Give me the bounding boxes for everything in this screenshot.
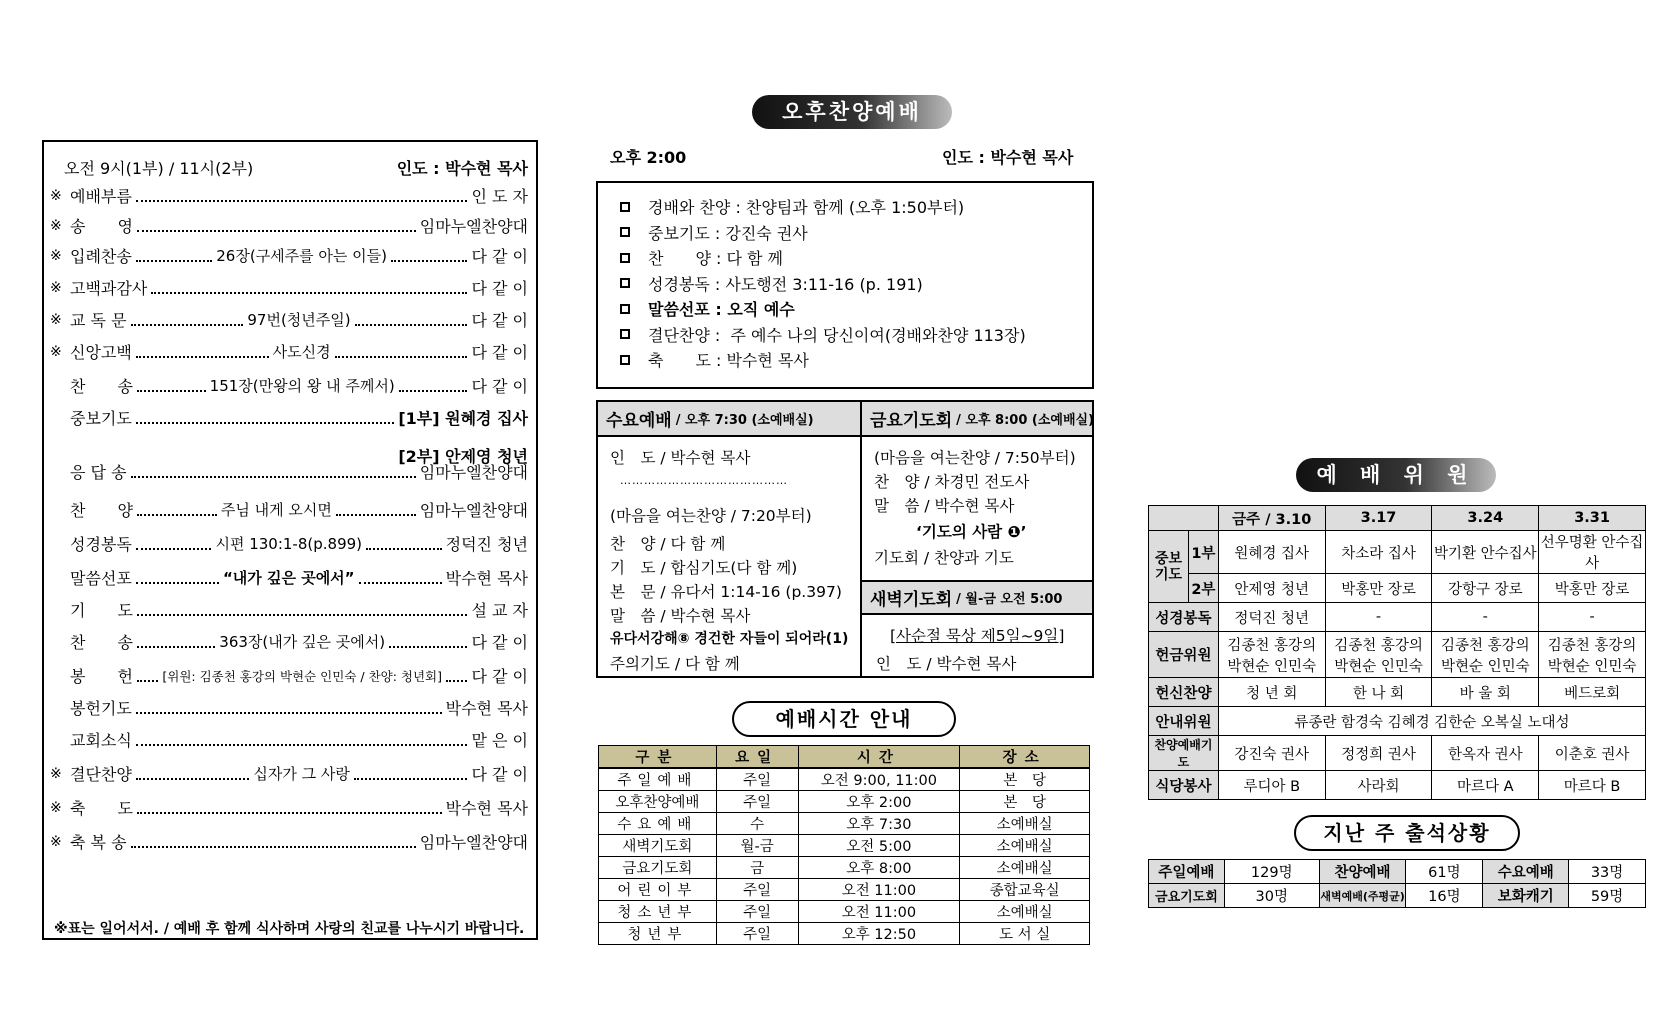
checkbox-square-icon [620, 355, 630, 365]
leader-dots [131, 846, 416, 848]
schedule-cell: 주일 [716, 901, 798, 923]
schedule-cell: 소예배실 [960, 813, 1090, 835]
schedule-header-time: 시간 [798, 746, 960, 769]
leader-dots [137, 614, 468, 616]
standing-mark: ※ [50, 343, 62, 360]
schedule-header-place: 장소 [960, 746, 1090, 769]
friday-line: 찬 양 / 차경민 전도사 [874, 473, 1030, 491]
leader-dots [131, 476, 416, 478]
leader-dots [136, 260, 212, 262]
service-order-row [50, 214, 528, 237]
standing-mark: ※ [50, 217, 62, 234]
order-label: 축 도 [70, 799, 133, 818]
column-divider [860, 402, 862, 676]
leader-dots [136, 712, 442, 714]
offering-name: 김종천 홍강의 [1334, 637, 1423, 654]
schedule-cell: 소예배실 [960, 857, 1090, 879]
dawn-title: 새벽기도회 [870, 590, 953, 610]
schedule-cell: 오후 8:00 [798, 857, 960, 879]
committee-cell: 한옥자 권사 [1432, 736, 1539, 771]
order-person: 다 같 이 [471, 343, 528, 362]
service-order-row [50, 498, 528, 521]
order-label: 입례찬송 [70, 247, 132, 266]
order-detail: 십자가 그 사랑 [253, 765, 350, 783]
order-person: 설 교 자 [471, 601, 528, 620]
schedule-cell: 도 서 실 [960, 923, 1090, 945]
schedule-cell: 오전 11:00 [798, 901, 960, 923]
attendance-label: 새벽예배(주평균) [1319, 884, 1406, 908]
friday-line: (마음을 여는찬양 / 7:50부터) [874, 449, 1076, 467]
order-person: 다 같 이 [471, 279, 528, 298]
leader-dots [136, 778, 250, 780]
order-person: 인 도 자 [471, 187, 528, 206]
leader-dots [136, 548, 212, 550]
part1-label: 1부 [1188, 531, 1218, 574]
order-person: 다 같 이 [471, 377, 528, 396]
afternoon-order-item [620, 272, 923, 295]
service-order-row [50, 630, 528, 653]
afternoon-order-text: 찬 양 : 다 함 께 [648, 249, 784, 268]
service-order-row [50, 532, 528, 555]
committee-cell: 바 울 회 [1432, 678, 1539, 707]
attendance-label: 보화캐기 [1483, 884, 1569, 908]
reading-label: 성경봉독 [1149, 603, 1219, 632]
order-person: 맡 은 이 [471, 731, 528, 750]
committee-cell: 정정희 권사 [1325, 736, 1432, 771]
leader-dots [359, 582, 442, 584]
order-label: 고백과감사 [70, 279, 148, 298]
order-person: 다 같 이 [471, 765, 529, 784]
committee-week-header: 3.31 [1539, 506, 1646, 531]
leader-dots [391, 260, 467, 262]
service-order-row [50, 340, 528, 363]
leader-dots [136, 744, 468, 746]
committee-cell: 차소라 집사 [1325, 531, 1432, 574]
leader-dots [136, 582, 219, 584]
leader-dots [137, 514, 217, 516]
committee-cell: 원혜경 집사 [1218, 531, 1325, 574]
friday-line: 기도회 / 찬양과 기도 [874, 549, 1014, 567]
order-detail: 사도신경 [272, 343, 331, 361]
order-detail: 151장(만왕의 왕 내 주께서) [209, 377, 395, 395]
order-person: 임마누엘찬양대 [419, 217, 528, 236]
offering-name: 박현순 인민숙 [1440, 658, 1530, 675]
order-label: 교회소식 [70, 731, 132, 750]
schedule-cell: 오후찬양예배 [599, 791, 717, 813]
committee-cell: 루디아 B [1218, 771, 1325, 800]
wednesday-line: 기 도 / 합심기도(다 함 께) [610, 559, 798, 577]
kitchen-label: 식당봉사 [1149, 771, 1219, 800]
dawn-time: / 월-금 오전 5:00 [956, 592, 1063, 607]
service-order-row [50, 796, 528, 819]
leader-dots [137, 390, 206, 392]
service-order-row [50, 374, 528, 397]
committee-cell [1432, 632, 1539, 678]
afternoon-order-item [620, 348, 809, 371]
attendance-count: 30명 [1224, 884, 1319, 908]
wednesday-line: 본 문 / 유다서 1:14-16 (p.397) [610, 583, 842, 601]
offering-name: 김종천 홍강의 [1547, 637, 1637, 654]
standing-mark: ※ [50, 279, 62, 296]
schedule-cell: 청소년부 [599, 901, 717, 923]
order-label: 교 독 문 [70, 311, 127, 330]
dawn-leader: 인 도 / 박수현 목사 [876, 655, 1017, 673]
order-detail: [위원: 김종천 홍강의 박현순 인민숙 / 찬양: 청년회] [162, 668, 443, 684]
order-label: 축 복 송 [70, 833, 127, 852]
usher-label: 안내위원 [1149, 707, 1219, 736]
order-label: 봉헌기도 [70, 699, 132, 718]
wednesday-line: (마음을 여는찬양 / 7:20부터) [610, 507, 812, 525]
service-order-row [50, 566, 528, 589]
leader-dots [137, 646, 215, 648]
attendance-label: 찬양예배 [1319, 860, 1406, 884]
leader-dots [389, 646, 467, 648]
order-person: 박수현 목사 [445, 569, 529, 588]
schedule-cell: 오전 9:00, 11:00 [798, 768, 960, 791]
order-person: 임마누엘찬양대 [419, 501, 528, 520]
wednesday-line: 인 도 / 박수현 목사 [610, 449, 751, 467]
order-label: 기 도 [70, 601, 133, 620]
service-order-row [50, 696, 528, 719]
committee-cell: 한 나 회 [1325, 678, 1432, 707]
afternoon-order-item [620, 297, 795, 320]
committee-title: 예 배 위 원 [1296, 458, 1496, 492]
leader-dots [336, 514, 416, 516]
committee-cell [1539, 632, 1646, 678]
order-detail: 97번(청년주일) [247, 311, 351, 329]
leader-dots [131, 324, 244, 326]
leader-dots [151, 292, 467, 294]
main-service-leader: 인도 : 박수현 목사 [396, 159, 528, 178]
offering-label: 헌금위원 [1149, 632, 1219, 678]
schedule-cell: 금 [716, 857, 798, 879]
schedule-cell: 주일 [716, 879, 798, 901]
committee-cell: - [1432, 603, 1539, 632]
checkbox-square-icon [620, 202, 630, 212]
schedule-cell: 오후 12:50 [798, 923, 960, 945]
schedule-cell: 월-금 [716, 835, 798, 857]
committee-cell: 정덕진 청년 [1218, 603, 1325, 632]
attendance-label: 주일예배 [1149, 860, 1225, 884]
attendance-count: 33명 [1569, 860, 1646, 884]
standing-mark: ※ [50, 833, 62, 850]
committee-week-header: 금주 / 3.10 [1218, 506, 1325, 531]
order-person: 박수현 목사 [445, 699, 528, 718]
friday-line: ‘기도의 사람 ❶’ [916, 523, 1027, 541]
afternoon-order-text: 축 도 : 박수현 목사 [648, 351, 809, 370]
leader-dots [136, 422, 395, 424]
checkbox-square-icon [620, 278, 630, 288]
checkbox-square-icon [620, 227, 630, 237]
order-label: 찬 송 [70, 377, 133, 396]
afternoon-leader: 인도 : 박수현 목사 [942, 148, 1074, 167]
committee-table [1148, 505, 1646, 800]
service-order-row [50, 244, 528, 267]
friday-title: 금요기도회 [870, 411, 953, 431]
order-person: 박수현 목사 [445, 799, 528, 818]
schedule-cell: 본 당 [960, 791, 1090, 813]
attendance-label: 수요예배 [1483, 860, 1569, 884]
service-order-row [50, 184, 528, 207]
standing-mark: ※ [50, 247, 62, 264]
schedule-cell: 오전 11:00 [798, 879, 960, 901]
order-label: 찬 양 [70, 501, 133, 520]
order-label: 예배부름 [70, 187, 132, 206]
order-person: [1부] 원혜경 집사 [398, 409, 528, 428]
intercession-second: [2부] 안제영 청년 [398, 447, 528, 466]
attendance-title: 지난 주 출석상황 [1294, 815, 1520, 851]
leader-dots [136, 200, 468, 202]
schedule-cell: 오전 5:00 [798, 835, 960, 857]
footnote: ※표는 일어서서. / 예배 후 함께 식사하며 사랑의 친교를 나누시기 바랍니다. [54, 921, 525, 937]
schedule-row [599, 791, 1090, 813]
schedule-row [599, 857, 1090, 879]
afternoon-order-text: 경배와 찬양 : 찬양팀과 함께 (오후 1:50부터) [648, 198, 965, 217]
order-detail: “내가 깊은 곳에서” [222, 569, 355, 587]
service-order-row [50, 598, 528, 621]
order-label: 봉 헌 [70, 667, 133, 686]
afternoon-order [596, 181, 1094, 389]
leader-dots [137, 230, 416, 232]
order-person: 다 같 이 [471, 247, 528, 266]
friday-header [862, 402, 1095, 437]
order-detail: 주님 내게 오시면 [220, 501, 332, 519]
schedule-header-category: 구분 [599, 746, 717, 769]
committee-cell: 강항구 장로 [1432, 574, 1539, 603]
standing-mark: ※ [50, 799, 62, 816]
offering-name: 박현순 인민숙 [1334, 658, 1423, 675]
afternoon-order-text: 중보기도 : 강진숙 권사 [648, 223, 808, 243]
committee-cell: 청 년 회 [1218, 678, 1325, 707]
committee-cell: 안제영 청년 [1218, 574, 1325, 603]
service-order-row [50, 728, 528, 751]
dawn-theme: [사순절 묵상 제5일~9일] [890, 627, 1065, 645]
committee-cell: - [1325, 603, 1432, 632]
intercession-label: 중보기도 [1149, 531, 1189, 603]
wednesday-time: / 오후 7:30 (소예배실) [675, 413, 814, 428]
committee-cell: 선우명환 안수집사 [1539, 531, 1646, 574]
checkbox-square-icon [620, 304, 630, 314]
standing-mark: ※ [50, 311, 62, 328]
attendance-count: 61명 [1406, 860, 1483, 884]
leader-dots [137, 812, 442, 814]
committee-cell: 박기환 안수집사 [1432, 531, 1539, 574]
schedule-cell: 본 당 [960, 768, 1090, 791]
leader-dots [355, 324, 468, 326]
afternoon-order-text: 성경봉독 : 사도행전 3:11-16 (p. 191) [648, 274, 923, 294]
schedule-header-day: 요일 [716, 746, 798, 769]
schedule-cell: 주일예배 [599, 768, 717, 791]
service-order-row [50, 830, 528, 853]
checkbox-square-icon [620, 253, 630, 263]
checkbox-square-icon [620, 329, 630, 339]
offering-name: 박현순 인민숙 [1547, 658, 1637, 675]
committee-corner [1149, 506, 1219, 531]
wednesday-line: 주의기도 / 다 함 께 [610, 655, 740, 673]
leader-dots [335, 356, 468, 358]
offering-name: 박현순 인민숙 [1227, 658, 1317, 675]
praise-prayer-label: 찬양예배기도 [1149, 736, 1219, 771]
order-person: 다 같 이 [471, 667, 529, 686]
usher-names: 류종란 함경숙 김혜경 김한순 오복실 노대성 [1218, 707, 1645, 736]
schedule-cell: 수요예배 [599, 813, 717, 835]
order-label: 말씀선포 [70, 569, 132, 588]
schedule-row [599, 923, 1090, 945]
schedule-cell: 소예배실 [960, 835, 1090, 857]
committee-cell: 이춘호 권사 [1539, 736, 1646, 771]
offering-name: 김종천 홍강의 [1440, 637, 1530, 654]
dedication-label: 헌신찬양 [1149, 678, 1219, 707]
schedule-cell: 종합교육실 [960, 879, 1090, 901]
schedule-cell: 주일 [716, 768, 798, 791]
afternoon-order-item [620, 221, 808, 244]
schedule-table [598, 745, 1090, 945]
schedule-row [599, 813, 1090, 835]
order-label: 결단찬양 [70, 765, 132, 784]
leader-dots [366, 548, 442, 550]
leader-dots [137, 680, 158, 682]
afternoon-order-item [620, 195, 964, 218]
schedule-cell: 소예배실 [960, 901, 1090, 923]
order-detail: 시편 130:1-8(p.899) [215, 535, 363, 553]
committee-cell: 베드로회 [1539, 678, 1646, 707]
schedule-cell: 수 [716, 813, 798, 835]
friday-time: / 오후 8:00 (소예배실) [956, 413, 1095, 428]
main-service-order [42, 140, 538, 940]
order-label: 신앙고백 [70, 343, 132, 362]
schedule-row [599, 768, 1090, 791]
schedule-cell: 오후 7:30 [798, 813, 960, 835]
order-label: 중보기도 [70, 409, 132, 428]
wednesday-header [598, 402, 860, 437]
schedule-cell: 금요기도회 [599, 857, 717, 879]
committee-cell: 박홍만 장로 [1325, 574, 1432, 603]
main-service-time: 오전 9시(1부) / 11시(2부) [64, 159, 254, 178]
weekday-services [596, 400, 1094, 678]
schedule-cell: 오후 2:00 [798, 791, 960, 813]
dawn-header [862, 580, 1092, 615]
order-person: 정덕진 청년 [445, 535, 529, 554]
schedule-cell: 청년부 [599, 923, 717, 945]
wednesday-line: 말 씀 / 박수현 목사 [610, 607, 751, 625]
committee-week-header: 3.17 [1325, 506, 1432, 531]
wednesday-line: 유다서강해⑧ 경건한 자들이 되어라(1) [610, 631, 849, 647]
committee-cell: 박홍만 장로 [1539, 574, 1646, 603]
schedule-row [599, 879, 1090, 901]
committee-cell: 강진숙 권사 [1218, 736, 1325, 771]
attendance-count: 129명 [1224, 860, 1319, 884]
afternoon-title: 오후찬양예배 [752, 95, 952, 129]
order-person: 다 같 이 [471, 311, 528, 330]
schedule-cell: 주일 [716, 923, 798, 945]
offering-name: 김종천 홍강의 [1227, 637, 1317, 654]
committee-cell [1325, 632, 1432, 678]
leader-dots [354, 778, 468, 780]
leader-dots [446, 680, 467, 682]
committee-cell [1218, 632, 1325, 678]
order-label: 응 답 송 [70, 463, 127, 482]
committee-cell: - [1539, 603, 1646, 632]
schedule-cell: 주일 [716, 791, 798, 813]
schedule-row [599, 901, 1090, 923]
wednesday-line: …………………………………… [620, 474, 788, 487]
afternoon-order-text: 결단찬양 : 주 예수 나의 당신이여(경배와찬양 113장) [648, 325, 1026, 345]
order-detail: 26장(구세주를 아는 이들) [216, 247, 388, 265]
attendance-table [1148, 859, 1646, 908]
order-detail: 363장(내가 깊은 곳에서) [219, 633, 386, 651]
committee-cell: 마르다 B [1539, 771, 1646, 800]
order-person: 다 같 이 [471, 633, 529, 652]
wednesday-title: 수요예배 [606, 411, 672, 431]
order-person: 임마누엘찬양대 [419, 833, 528, 852]
standing-mark: ※ [50, 765, 62, 782]
leader-dots [136, 356, 269, 358]
afternoon-time: 오후 2:00 [610, 148, 687, 167]
part2-label: 2부 [1188, 574, 1218, 603]
order-label: 찬 송 [70, 633, 133, 652]
service-order-row [50, 762, 528, 785]
afternoon-order-item [620, 323, 1026, 346]
service-order-row [50, 276, 528, 299]
afternoon-order-item [620, 246, 783, 269]
schedule-cell: 어린이부 [599, 879, 717, 901]
service-order-row [50, 308, 528, 331]
attendance-count: 16명 [1406, 884, 1483, 908]
committee-cell: 사라회 [1325, 771, 1432, 800]
committee-week-header: 3.24 [1432, 506, 1539, 531]
committee-cell: 마르다 A [1432, 771, 1539, 800]
schedule-row [599, 835, 1090, 857]
afternoon-order-text: 말씀선포 : 오직 예수 [648, 300, 795, 319]
service-order-row [50, 406, 528, 429]
standing-mark: ※ [50, 187, 62, 204]
service-order-row [50, 664, 528, 687]
friday-line: 말 씀 / 박수현 목사 [874, 497, 1015, 515]
leader-dots [399, 390, 468, 392]
order-label: 송 영 [70, 217, 133, 236]
schedule-cell: 새벽기도회 [599, 835, 717, 857]
schedule-title: 예배시간 안내 [732, 701, 956, 737]
attendance-count: 59명 [1569, 884, 1646, 908]
order-label: 성경봉독 [70, 535, 132, 554]
wednesday-line: 찬 양 / 다 함 께 [610, 535, 726, 553]
attendance-label: 금요기도회 [1149, 884, 1225, 908]
order-person: 임마누엘찬양대 [419, 463, 528, 482]
